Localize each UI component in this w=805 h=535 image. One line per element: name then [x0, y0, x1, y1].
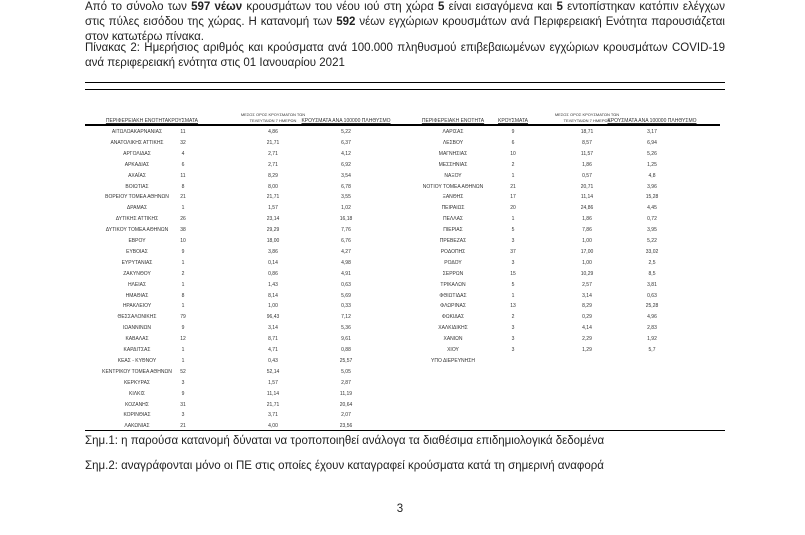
cell-cases: 9 [511, 129, 515, 135]
cell-cases: 3 [511, 336, 515, 343]
cell-per-100k: 3,81 [647, 281, 657, 288]
cell-per-100k: 9,61 [341, 336, 351, 343]
cell-avg-7-days: 2,57 [582, 281, 592, 288]
cell-cases: 1 [181, 259, 185, 266]
cell-per-100k: 6,92 [341, 161, 351, 168]
cell-avg-7-days: 11,14 [266, 390, 280, 397]
cell-avg-7-days: 0,86 [268, 270, 278, 277]
cell-per-100k: 15,28 [645, 194, 659, 201]
cell-avg-7-days: 18,00 [266, 238, 280, 244]
cell-cases: 12 [180, 336, 186, 343]
cell-avg-7-days: 3,14 [582, 292, 592, 299]
cell-per-100k: 7,76 [341, 227, 351, 234]
cell-avg-7-days: 24,86 [580, 205, 594, 212]
intro-bold: 5 [556, 1, 563, 13]
cell-cases: 1 [511, 172, 515, 179]
cell-avg-7-days: 29,29 [266, 227, 280, 234]
cell-cases: 3 [511, 238, 515, 244]
cell-cases: 15 [510, 270, 516, 277]
cell-avg-7-days: 2,71 [268, 161, 278, 168]
cell-region-name: ΡΟΔΟΠΗΣ [440, 248, 466, 255]
cell-region-name: ΑΧΑΪΑΣ [128, 172, 146, 179]
cell-per-100k: 3,17 [647, 129, 657, 135]
intro-text: εντοπίστηκαν κατόπιν ελέγχων στις πύλες εισόδου της χώρας. Η κατανομή των [85, 1, 726, 28]
page-number: 3 [396, 503, 404, 515]
cell-region-name: ΘΕΣΣΑΛΟΝΙΚΗΣ [117, 314, 157, 321]
header-rule [85, 124, 410, 126]
cell-region-name: ΗΜΑΘΙΑΣ [125, 292, 149, 299]
cell-per-100k: 0,63 [647, 292, 657, 299]
cell-region-name: ΜΑΓΝΗΣΙΑΣ [438, 150, 468, 157]
cell-cases: 31 [180, 401, 186, 408]
cell-per-100k: 7,12 [341, 314, 351, 321]
cell-cases: 1 [181, 303, 185, 310]
cell-avg-7-days: 4,00 [268, 423, 278, 430]
cell-region-name: ΚΕΑΣ - ΚΥΘΝΟΥ [117, 357, 157, 364]
cell-avg-7-days: 0,57 [582, 172, 592, 179]
header-avg: ΜΕΣΟΣ ΟΡΟΣ ΚΡΟΥΣΜΑΤΩΝ ΤΩΝ ΤΕΛΕΥΤΑΙΩΝ 7 ΗΜΕΡΩΝ [554, 112, 620, 123]
cell-avg-7-days: 8,29 [582, 303, 592, 310]
cell-region-name: ΗΡΑΚΛΕΙΟΥ [122, 303, 152, 310]
cell-cases: 10 [180, 238, 186, 244]
cell-avg-7-days: 52,14 [266, 368, 280, 375]
cell-per-100k: 6,37 [341, 139, 351, 146]
cell-per-100k: 25,57 [339, 357, 353, 364]
cell-region-name: ΑΡΓΟΛΙΔΑΣ [123, 150, 151, 157]
cell-per-100k: 4,96 [647, 314, 657, 321]
cell-cases: 2 [181, 270, 185, 277]
cell-region-name: ΤΡΙΚΑΛΩΝ [440, 281, 466, 288]
cell-avg-7-days: 1,00 [582, 259, 592, 266]
cell-per-100k: 6,76 [341, 238, 351, 244]
cell-avg-7-days: 0,14 [268, 259, 278, 266]
divider [85, 82, 725, 83]
cell-per-100k: 5,69 [341, 292, 351, 299]
cell-region-name: ΕΥΒΟΙΑΣ [126, 248, 148, 255]
cell-cases: 3 [511, 325, 515, 332]
cell-per-100k: 5,26 [647, 150, 657, 157]
cell-per-100k: 5,36 [341, 325, 351, 332]
cell-cases: 21 [180, 194, 186, 201]
cell-avg-7-days: 11,14 [580, 194, 594, 201]
cell-cases: 4 [181, 150, 185, 157]
cell-region-name: ΝΟΤΙΟΥ ΤΟΜΕΑ ΑΘΗΝΩΝ [422, 183, 484, 190]
cell-region-name: ΖΑΚΥΝΘΟΥ [123, 270, 151, 277]
cell-per-100k: 5,7 [648, 347, 656, 353]
cell-region-name: ΧΑΛΚΙΔΙΚΗΣ [438, 325, 468, 332]
cell-cases: 1 [511, 292, 515, 299]
cell-region-name: ΧΙΟΥ [447, 347, 459, 353]
cell-per-100k: 2,83 [647, 325, 657, 332]
cell-avg-7-days: 3,86 [268, 248, 278, 255]
cell-cases: 6 [511, 139, 515, 146]
cell-cases: 79 [180, 314, 186, 321]
cell-cases: 3 [511, 347, 515, 353]
cell-cases: 9 [181, 390, 185, 397]
cell-avg-7-days: 7,86 [582, 227, 592, 234]
cell-cases: 13 [510, 303, 516, 310]
table-caption: Πίνακας 2: Ημερήσιος αριθμός και κρούσματα ανά 100.000 πληθυσμού επιβεβαιωμένων εγχώριων κρουσμάτων COVID-19 ανά περιφερειακή ενότητα στις 01 Ιανουαρίου 2021 [85, 42, 725, 69]
cell-region-name: ΛΕΣΒΟΥ [442, 139, 464, 146]
cell-region-name: ΚΕΡΚΥΡΑΣ [123, 379, 151, 386]
cell-region-name: ΚΕΝΤΡΙΚΟΥ ΤΟΜΕΑ ΑΘΗΝΩΝ [102, 368, 172, 375]
header-per100k: ΚΡΟΥΣΜΑΤΑ ΑΝΑ 100000 ΠΛΗΘΥΣΜΟ [607, 118, 697, 124]
cell-avg-7-days: 4,86 [268, 129, 278, 135]
cell-region-name: ΦΩΚΙΔΑΣ [441, 314, 465, 321]
cell-cases: 37 [510, 248, 516, 255]
cell-avg-7-days: 4,14 [582, 325, 592, 332]
cell-cases: 3 [181, 412, 185, 419]
cell-region-name: ΔΥΤΙΚΗΣ ΑΤΤΙΚΗΣ [115, 216, 159, 223]
cell-region-name: ΕΒΡΟΥ [128, 238, 146, 244]
cell-region-name: ΝΑΞΟΥ [444, 172, 462, 179]
cell-avg-7-days: 11,57 [580, 150, 594, 157]
cell-region-name: ΠΙΕΡΙΑΣ [443, 227, 463, 234]
cell-avg-7-days: 21,71 [266, 139, 280, 146]
intro-paragraph [85, 0, 725, 45]
cell-per-100k: 4,8 [648, 172, 656, 179]
cell-region-name: ΥΠΟ ΔΙΕΡΕΥΝΗΣΗ [431, 357, 475, 364]
cell-cases: 21 [180, 423, 186, 430]
cell-per-100k: 16,18 [339, 216, 353, 223]
cell-avg-7-days: 0,29 [582, 314, 592, 321]
cell-cases: 8 [181, 292, 185, 299]
cell-avg-7-days: 20,71 [580, 183, 594, 190]
cell-region-name: ΞΑΝΘΗΣ [442, 194, 464, 201]
header-avg: ΜΕΣΟΣ ΟΡΟΣ ΚΡΟΥΣΜΑΤΩΝ ΤΩΝ ΤΕΛΕΥΤΑΙΩΝ 7 ΗΜΕΡΩΝ [240, 112, 306, 123]
cell-cases: 8 [181, 183, 185, 190]
divider [85, 89, 725, 90]
cell-per-100k: 3,55 [341, 194, 351, 201]
header-rule [400, 124, 720, 126]
intro-bold: 592 [336, 16, 356, 28]
cell-region-name: ΦΛΩΡΙΝΑΣ [440, 303, 466, 310]
cell-avg-7-days: 1,57 [268, 379, 278, 386]
cell-per-100k: 4,27 [341, 248, 351, 255]
header-cases: ΚΡΟΥΣΜΑΤΑ [168, 118, 198, 124]
cell-avg-7-days: 1,86 [582, 216, 592, 223]
cell-per-100k: 4,98 [341, 259, 351, 266]
header-cases: ΚΡΟΥΣΜΑΤΑ [498, 118, 528, 124]
cell-avg-7-days: 8,57 [582, 139, 592, 146]
cell-region-name: ΚΙΛΚΙΣ [129, 390, 145, 397]
cell-avg-7-days: 17,00 [580, 248, 594, 255]
cell-avg-7-days: 1,86 [582, 161, 592, 168]
cell-cases: 9 [181, 325, 185, 332]
cell-cases: 2 [511, 314, 515, 321]
intro-text: Από το σύνολο των [85, 1, 192, 13]
cell-region-name: ΚΟΡΙΝΘΙΑΣ [123, 412, 151, 419]
header-per100k: ΚΡΟΥΣΜΑΤΑ ΑΝΑ 100000 ΠΛΗΘΥΣΜΟ [301, 118, 391, 124]
cell-region-name: ΑΙΤΩΛΟΑΚΑΡΝΑΝΙΑΣ [111, 129, 163, 135]
cell-region-name: ΑΝΑΤΟΛΙΚΗΣ ΑΤΤΙΚΗΣ [110, 139, 164, 146]
cell-region-name: ΠΕΛΛΑΣ [442, 216, 464, 223]
cell-cases: 11 [180, 129, 186, 135]
cell-region-name: ΧΑΝΙΩΝ [443, 336, 463, 343]
cell-region-name: ΡΟΔΟΥ [444, 259, 462, 266]
cell-region-name: ΔΥΤΙΚΟΥ ΤΟΜΕΑ ΑΘΗΝΩΝ [105, 227, 169, 234]
cell-cases: 1 [181, 205, 185, 212]
cell-avg-7-days: 21,71 [266, 401, 280, 408]
header-unit: ΠΕΡΙΦΕΡΕΙΑΚΗ ΕΝΟΤΗΤΑ [421, 118, 485, 124]
cell-region-name: ΒΟΙΩΤΙΑΣ [125, 183, 149, 190]
cell-per-100k: 6,94 [647, 139, 657, 146]
cell-per-100k: 25,28 [645, 303, 659, 310]
cell-per-100k: 23,56 [339, 423, 353, 430]
cell-avg-7-days: 2,71 [268, 150, 278, 157]
cell-cases: 3 [181, 379, 185, 386]
cell-per-100k: 11,19 [339, 390, 353, 397]
cell-cases: 1 [511, 216, 515, 223]
cell-cases: 21 [510, 183, 516, 190]
cell-per-100k: 5,05 [341, 368, 351, 375]
cell-cases: 1 [181, 357, 185, 364]
cell-region-name: ΗΛΕΙΑΣ [127, 281, 147, 288]
cell-region-name: ΚΟΖΑΝΗΣ [125, 401, 149, 408]
header-unit: ΠΕΡΙΦΕΡΕΙΑΚΗ ΕΝΟΤΗΤΑ [105, 118, 169, 124]
cell-avg-7-days: 8,00 [268, 183, 278, 190]
intro-bold: 597 νέων [191, 1, 243, 13]
cell-region-name: ΔΡΑΜΑΣ [126, 205, 148, 212]
cell-avg-7-days: 1,29 [582, 347, 592, 353]
cell-cases: 38 [180, 227, 186, 234]
cell-cases: 11 [180, 172, 186, 179]
cell-per-100k: 3,96 [647, 183, 657, 190]
cell-per-100k: 3,54 [341, 172, 351, 179]
cell-per-100k: 0,88 [341, 347, 351, 353]
cell-avg-7-days: 1,57 [268, 205, 278, 212]
cell-per-100k: 1,92 [647, 336, 657, 343]
cell-avg-7-days: 23,14 [266, 216, 280, 223]
cell-cases: 3 [511, 259, 515, 266]
cell-per-100k: 0,63 [341, 281, 351, 288]
cell-cases: 9 [181, 248, 185, 255]
cell-cases: 1 [181, 281, 185, 288]
cell-avg-7-days: 10,29 [580, 270, 594, 277]
cell-per-100k: 1,25 [647, 161, 657, 168]
cell-region-name: ΠΡΕΒΕΖΑΣ [439, 238, 467, 244]
cell-avg-7-days: 1,00 [582, 238, 592, 244]
cell-per-100k: 2,07 [341, 412, 351, 419]
cell-avg-7-days: 8,14 [268, 292, 278, 299]
cell-per-100k: 2,87 [341, 379, 351, 386]
cell-region-name: ΙΩΑΝΝΙΝΩΝ [122, 325, 152, 332]
cell-region-name: ΜΕΣΣΗΝΙΑΣ [438, 161, 468, 168]
cell-avg-7-days: 1,43 [268, 281, 278, 288]
note-1: Σημ.1: η παρούσα κατανομή δύναται να τροποποιηθεί ανάλογα τα διαθέσιμα επιδημιολογικά δεδομένα [85, 435, 605, 447]
cell-region-name: ΑΡΚΑΔΙΑΣ [124, 161, 150, 168]
cell-avg-7-days: 3,14 [268, 325, 278, 332]
cell-region-name: ΛΑΡΙΣΑΣ [442, 129, 464, 135]
cell-cases: 5 [511, 281, 515, 288]
cell-cases: 1 [181, 347, 185, 353]
cell-per-100k: 33,02 [645, 248, 659, 255]
cell-cases: 2 [511, 161, 515, 168]
cell-region-name: ΚΑΒΑΛΑΣ [125, 336, 149, 343]
cell-per-100k: 8,5 [648, 270, 656, 277]
cell-per-100k: 4,91 [341, 270, 351, 277]
cell-cases: 17 [510, 194, 516, 201]
cell-cases: 10 [510, 150, 516, 157]
intro-text: κρουσμάτων του νέου ιού στη χώρα [242, 1, 438, 13]
cell-cases: 5 [511, 227, 515, 234]
cell-per-100k: 5,22 [341, 129, 351, 135]
cell-per-100k: 4,45 [647, 205, 657, 212]
intro-text: νέων εγχώριων κρουσμάτων ανά Περιφερειακή Ενότητα παρουσιάζεται στον κατωτέρω πίνακα. [85, 16, 725, 43]
cell-region-name: ΦΘΙΩΤΙΔΑΣ [439, 292, 467, 299]
cell-region-name: ΕΥΡΥΤΑΝΙΑΣ [121, 259, 153, 266]
cell-per-100k: 2,5 [648, 259, 656, 266]
cell-avg-7-days: 21,71 [266, 194, 280, 201]
intro-bold: 5 [437, 1, 445, 13]
cell-per-100k: 5,22 [647, 238, 657, 244]
cell-cases: 32 [180, 139, 186, 146]
cell-region-name: ΚΑΡΔΙΤΣΑΣ [123, 347, 151, 353]
cell-avg-7-days: 4,71 [268, 347, 278, 353]
cell-avg-7-days: 2,29 [582, 336, 592, 343]
cell-avg-7-days: 8,71 [268, 336, 278, 343]
cell-region-name: ΒΟΡΕΙΟΥ ΤΟΜΕΑ ΑΘΗΝΩΝ [105, 194, 169, 201]
cell-per-100k: 4,12 [341, 150, 351, 157]
cell-per-100k: 20,64 [339, 401, 353, 408]
cell-region-name: ΣΕΡΡΩΝ [442, 270, 464, 277]
cell-avg-7-days: 1,00 [268, 303, 278, 310]
intro-text: είναι εισαγόμενα και [444, 1, 557, 13]
cell-avg-7-days: 8,29 [268, 172, 278, 179]
table-bottom-rule [85, 430, 725, 431]
note-2: Σημ.2: αναγράφονται μόνο οι ΠΕ στις οποίες έχουν καταγραφεί κρούσματα κατά τη σημερινή αναφορά [85, 460, 604, 472]
cell-per-100k: 3,95 [647, 227, 657, 234]
cell-cases: 6 [181, 161, 185, 168]
cell-region-name: ΠΕΙΡΑΙΩΣ [441, 205, 465, 212]
cell-avg-7-days: 3,71 [268, 412, 278, 419]
cell-per-100k: 1,02 [341, 205, 351, 212]
cell-cases: 26 [180, 216, 186, 223]
cell-cases: 20 [510, 205, 516, 212]
cell-avg-7-days: 0,43 [268, 357, 278, 364]
cell-per-100k: 6,78 [341, 183, 351, 190]
cell-avg-7-days: 96,43 [266, 314, 280, 321]
cell-per-100k: 0,33 [341, 303, 351, 310]
cell-avg-7-days: 18,71 [580, 129, 594, 135]
cell-cases: 52 [180, 368, 186, 375]
cell-region-name: ΛΑΚΩΝΙΑΣ [124, 423, 150, 430]
cell-per-100k: 0,72 [647, 216, 657, 223]
